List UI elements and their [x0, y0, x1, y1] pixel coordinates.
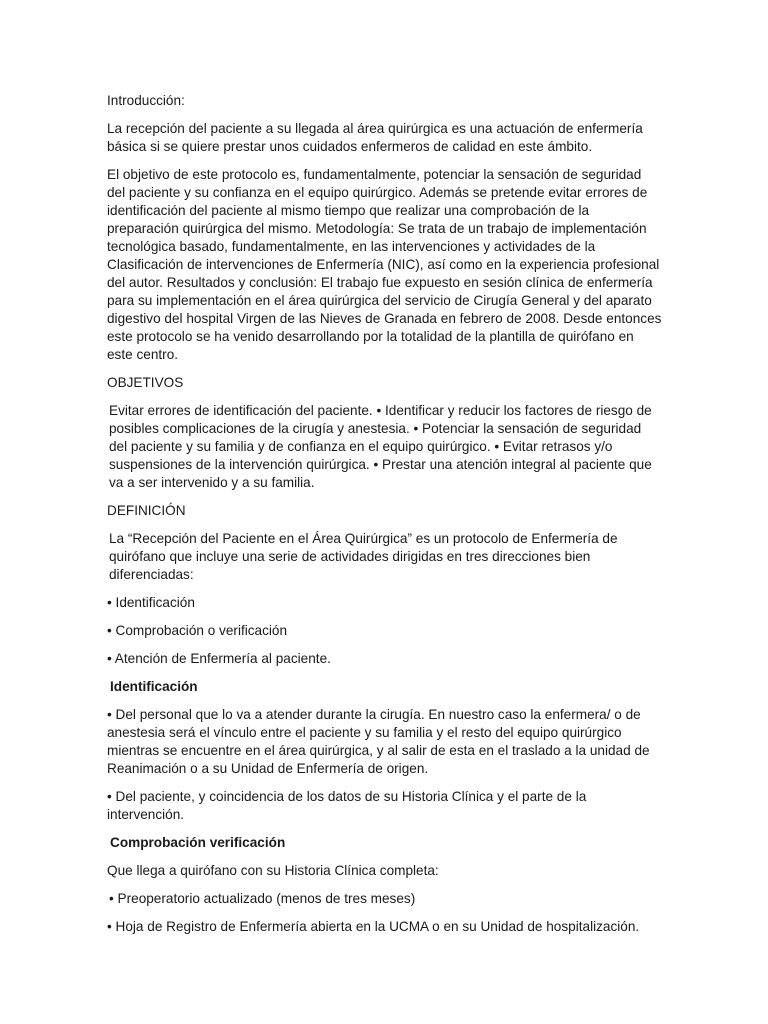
identificacion-paragraph-1: • Del personal que lo va a atender durante la cirugía. En nuestro caso la enfermera/ o de anestesia será el vínculo entre el paciente y su familia y el resto del equipo quirúrgico mientras se encuentre en el área quirúrgica, y al salir de esta en el traslado a la unidad de Reanimación o a su Unidad de Enfermería de origen. — [107, 707, 650, 776]
identificacion-heading: Identificación — [110, 679, 198, 694]
comprobacion-bullet-1: • Preoperatorio actualizado (menos de tres meses) — [109, 891, 416, 906]
bullet-identificacion: • Identificación — [107, 595, 195, 610]
definicion-paragraph: La “Recepción del Paciente en el Área Quirúrgica” es un protocolo de Enfermería de quirófano que incluye una serie de actividades dirigidas en tres direcciones bien diferenciadas: — [109, 531, 618, 582]
objetivos-heading: OBJETIVOS — [107, 375, 184, 390]
bullet-comprobacion: • Comprobación o verificación — [107, 623, 288, 638]
intro-heading: Introducción: — [107, 93, 185, 108]
identificacion-paragraph-2: • Del paciente, y coincidencia de los datos de su Historia Clínica y el parte de la intervención. — [107, 789, 587, 822]
objective-paragraph: El objetivo de este protocolo es, fundamentalmente, potenciar la sensación de seguridad del paciente y su confianza en el equipo quirúrgico. Además se pretende evitar errores de identificación del paciente al mismo tiempo que realizar una comprobación de la preparación quirúrgica del mismo. Metodología: Se trata de un trabajo de implementación tecnológica basado, fundamentalmente, en las intervenciones y actividades de la Clasificación de intervenciones de Enfermería (NIC), así como en la experiencia profesional del autor. Resultados y conclusión: El trabajo fue expuesto en sesión clínica de enfermería para su implementación en el área quirúrgica del servicio de Cirugía General y del aparato digestivo del hospital Virgen de las Nieves de Granada en febrero de 2008. Desde entonces este protocolo se ha venido desarrollando por la totalidad de la plantilla de quirófano en este centro. — [107, 167, 662, 362]
objetivos-paragraph: Evitar errores de identificación del paciente. • Identificar y reducir los factores de riesgo de posibles complicaciones de la cirugía y anestesia. • Potenciar la sensación de seguridad del paciente y su familia y de confianza en el equipo quirúrgico. • Evitar retrasos y/o suspensiones de la intervención quirúrgica. • Prestar una atención integral al paciente que va a ser intervenido y a su familia. — [109, 403, 652, 490]
comprobacion-bullet-2: • Hoja de Registro de Enfermería abierta en la UCMA o en su Unidad de hospitalización. — [107, 919, 640, 934]
comprobacion-heading: Comprobación verificación — [110, 835, 286, 850]
intro-paragraph: La recepción del paciente a su llegada al área quirúrgica es una actuación de enfermería básica si se quiere prestar unos cuidados enfermeros de calidad en este ámbito. — [107, 121, 643, 154]
definicion-heading: DEFINICIÓN — [107, 503, 186, 518]
document-page — [107, 92, 662, 946]
comprobacion-paragraph: Que llega a quirófano con su Historia Clínica completa: — [107, 863, 439, 878]
bullet-atencion: • Atención de Enfermería al paciente. — [107, 651, 331, 666]
